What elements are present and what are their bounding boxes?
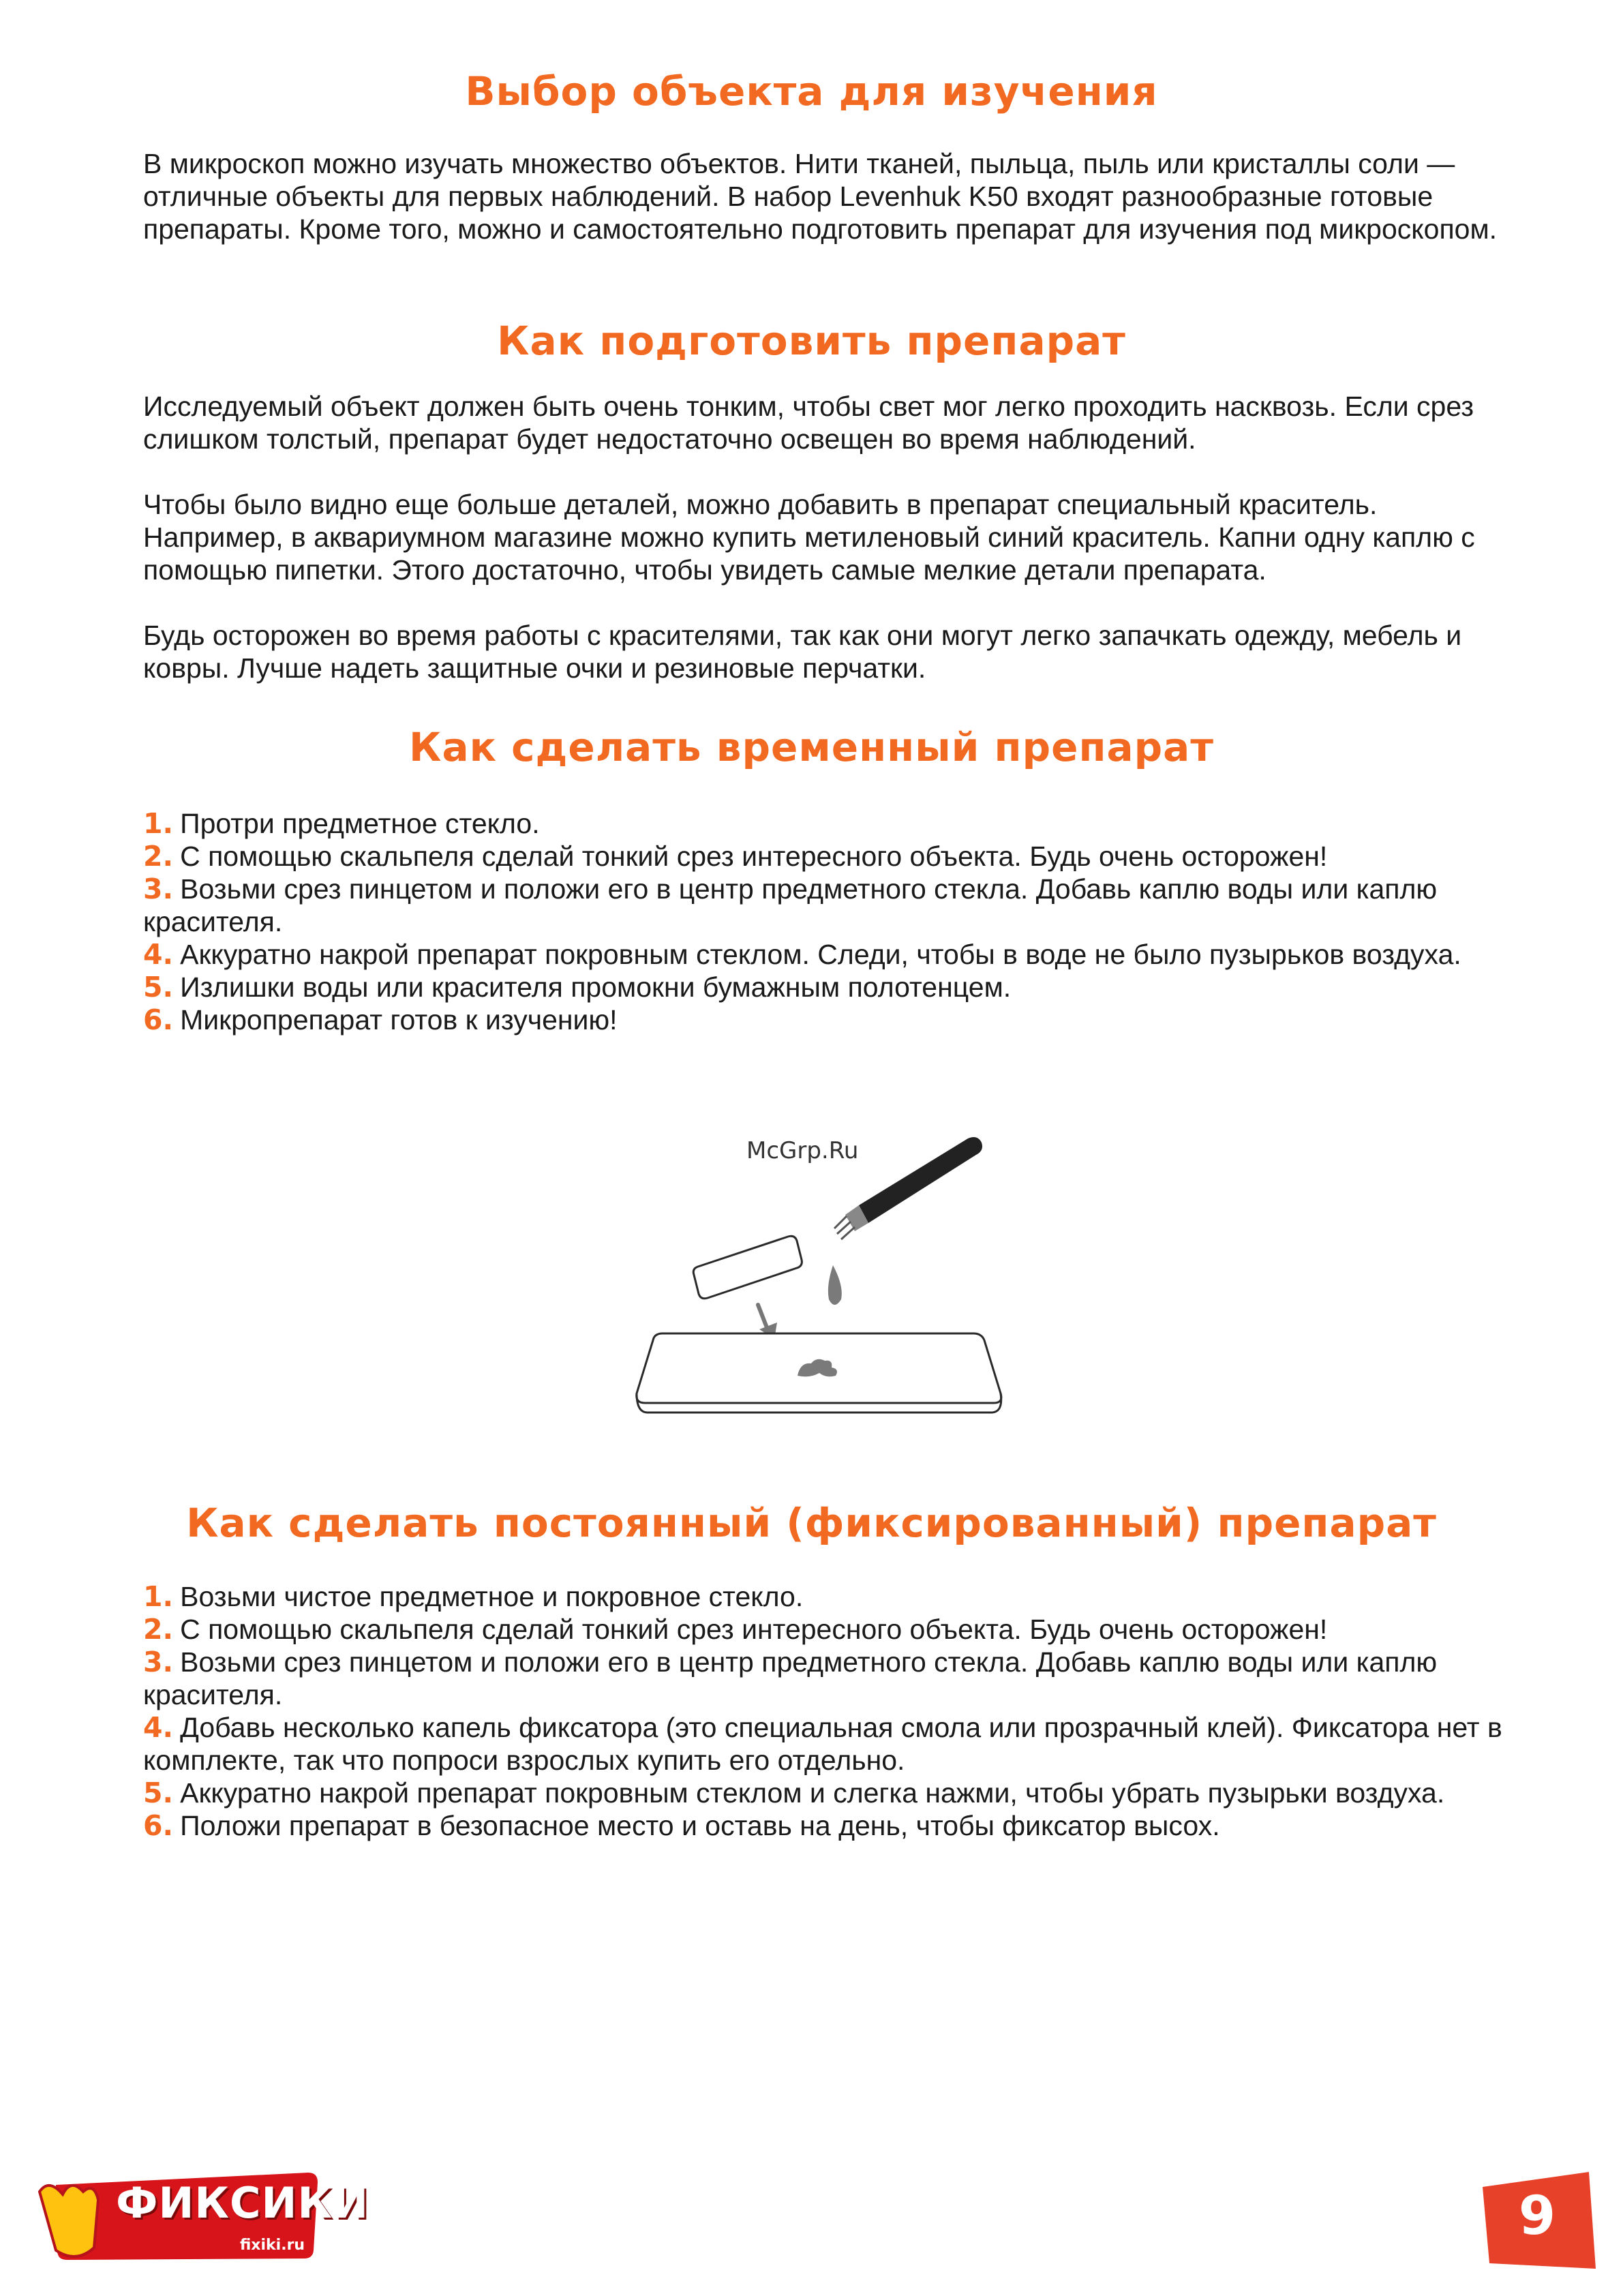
step-text: С помощью скальпеля сделай тонкий срез интересного объекта. Будь очень осторожен! bbox=[180, 1614, 1328, 1645]
temporary-steps-list bbox=[143, 807, 1506, 1036]
list-item bbox=[143, 1809, 1506, 1842]
prepare-paragraph: Исследуемый объект должен быть очень тонким, чтобы свет мог легко проходить насквозь. Если срез слишком толстый, препарат будет недостаточно освещен во время наблюдений. bbox=[143, 391, 1474, 455]
heading-prepare-specimen: Как подготовить препарат bbox=[497, 318, 1126, 364]
list-item bbox=[143, 1646, 1506, 1711]
step-number: 1. bbox=[143, 1580, 174, 1613]
step-number: 4. bbox=[143, 1711, 174, 1744]
list-item bbox=[143, 971, 1506, 1003]
step-text: Возьми срез пинцетом и положи его в центр предметного стекла. Добавь каплю воды или каплю красителя. bbox=[143, 1646, 1438, 1710]
step-number: 2. bbox=[143, 840, 174, 873]
step-text: Возьми чистое предметное и покровное стекло. bbox=[180, 1581, 804, 1612]
page-number: 9 bbox=[1518, 2186, 1556, 2247]
list-item bbox=[143, 1711, 1506, 1777]
list-item bbox=[143, 807, 1506, 840]
permanent-steps-list bbox=[143, 1580, 1506, 1842]
choose-object-text: В микроскоп можно изучать множество объектов. Нити тканей, пыльца, пыль или кристаллы соли — отличные объекты для первых наблюдений. В набор Levenhuk K50 входят разнообразные готовые препараты. Кроме того, можно и самостоятельно подготовить препарат для изучения под микроскопом. bbox=[143, 148, 1498, 245]
step-number: 4. bbox=[143, 938, 174, 971]
step-text: С помощью скальпеля сделай тонкий срез интересного объекта. Будь очень осторожен! bbox=[180, 841, 1328, 872]
step-number: 5. bbox=[143, 1777, 174, 1809]
logo-site: fixiki.ru bbox=[240, 2237, 305, 2254]
step-text: Аккуратно накрой препарат покровным стеклом. Следи, чтобы в воде не было пузырьков воздуха. bbox=[180, 939, 1461, 970]
list-item bbox=[143, 840, 1506, 873]
step-text: Излишки воды или красителя промокни бумажным полотенцем. bbox=[180, 971, 1012, 1003]
list-item bbox=[143, 873, 1506, 938]
logo-name: ФИКСИКИ bbox=[116, 2178, 369, 2228]
fixiki-logo bbox=[35, 2164, 369, 2267]
step-text: Аккуратно накрой препарат покровным стеклом и слегка нажми, чтобы убрать пузырьки воздуха. bbox=[180, 1777, 1445, 1809]
hand-icon bbox=[40, 2186, 98, 2256]
list-item bbox=[143, 1580, 1506, 1613]
page-number-badge bbox=[1476, 2166, 1598, 2276]
drop-icon bbox=[828, 1265, 842, 1305]
step-number: 3. bbox=[143, 873, 174, 905]
slide-preparation-illustration bbox=[627, 1132, 1009, 1459]
step-number: 2. bbox=[143, 1613, 174, 1646]
step-number: 6. bbox=[143, 1809, 174, 1842]
heading-choose-object: Выбор объекта для изучения bbox=[465, 68, 1158, 115]
list-item bbox=[143, 1003, 1506, 1036]
step-text: Возьми срез пинцетом и положи его в центр предметного стекла. Добавь каплю воды или каплю красителя. bbox=[143, 873, 1438, 937]
list-item bbox=[143, 938, 1506, 971]
heading-permanent-specimen: Как сделать постоянный (фиксированный) препарат bbox=[186, 1500, 1437, 1546]
step-number: 5. bbox=[143, 971, 174, 1003]
step-number: 1. bbox=[143, 807, 174, 840]
microscope-slide-icon bbox=[637, 1333, 1001, 1413]
step-number: 6. bbox=[143, 1003, 174, 1036]
step-text: Положи препарат в безопасное место и оставь на день, чтобы фиксатор высох. bbox=[180, 1810, 1220, 1841]
cover-glass-icon bbox=[693, 1236, 802, 1299]
prepare-paragraph: Чтобы было видно еще больше деталей, можно добавить в препарат специальный краситель. Например, в аквариумном магазине можно купить метиленовый синий краситель. Капни одну каплю с помощью пипетки. Этого достаточно, чтобы увидеть самые мелкие детали препарата. bbox=[143, 489, 1475, 586]
watermark-text: McGrp.Ru bbox=[746, 1137, 859, 1164]
heading-temporary-specimen: Как сделать временный препарат bbox=[409, 724, 1214, 770]
prepare-paragraph: Будь осторожен во время работы с красителями, так как они могут легко запачкать одежду, мебель и ковры. Лучше надеть защитные очки и резиновые перчатки. bbox=[143, 620, 1462, 684]
step-number: 3. bbox=[143, 1646, 174, 1678]
list-item bbox=[143, 1777, 1506, 1809]
step-text: Добавь несколько капель фиксатора (это специальная смола или прозрачный клей). Фиксатора нет в комплекте, так что попроси взрослых купить его отдельно. bbox=[143, 1712, 1502, 1776]
step-text: Микропрепарат готов к изучению! bbox=[180, 1004, 618, 1036]
list-item bbox=[143, 1613, 1506, 1646]
step-text: Протри предметное стекло. bbox=[180, 808, 540, 839]
